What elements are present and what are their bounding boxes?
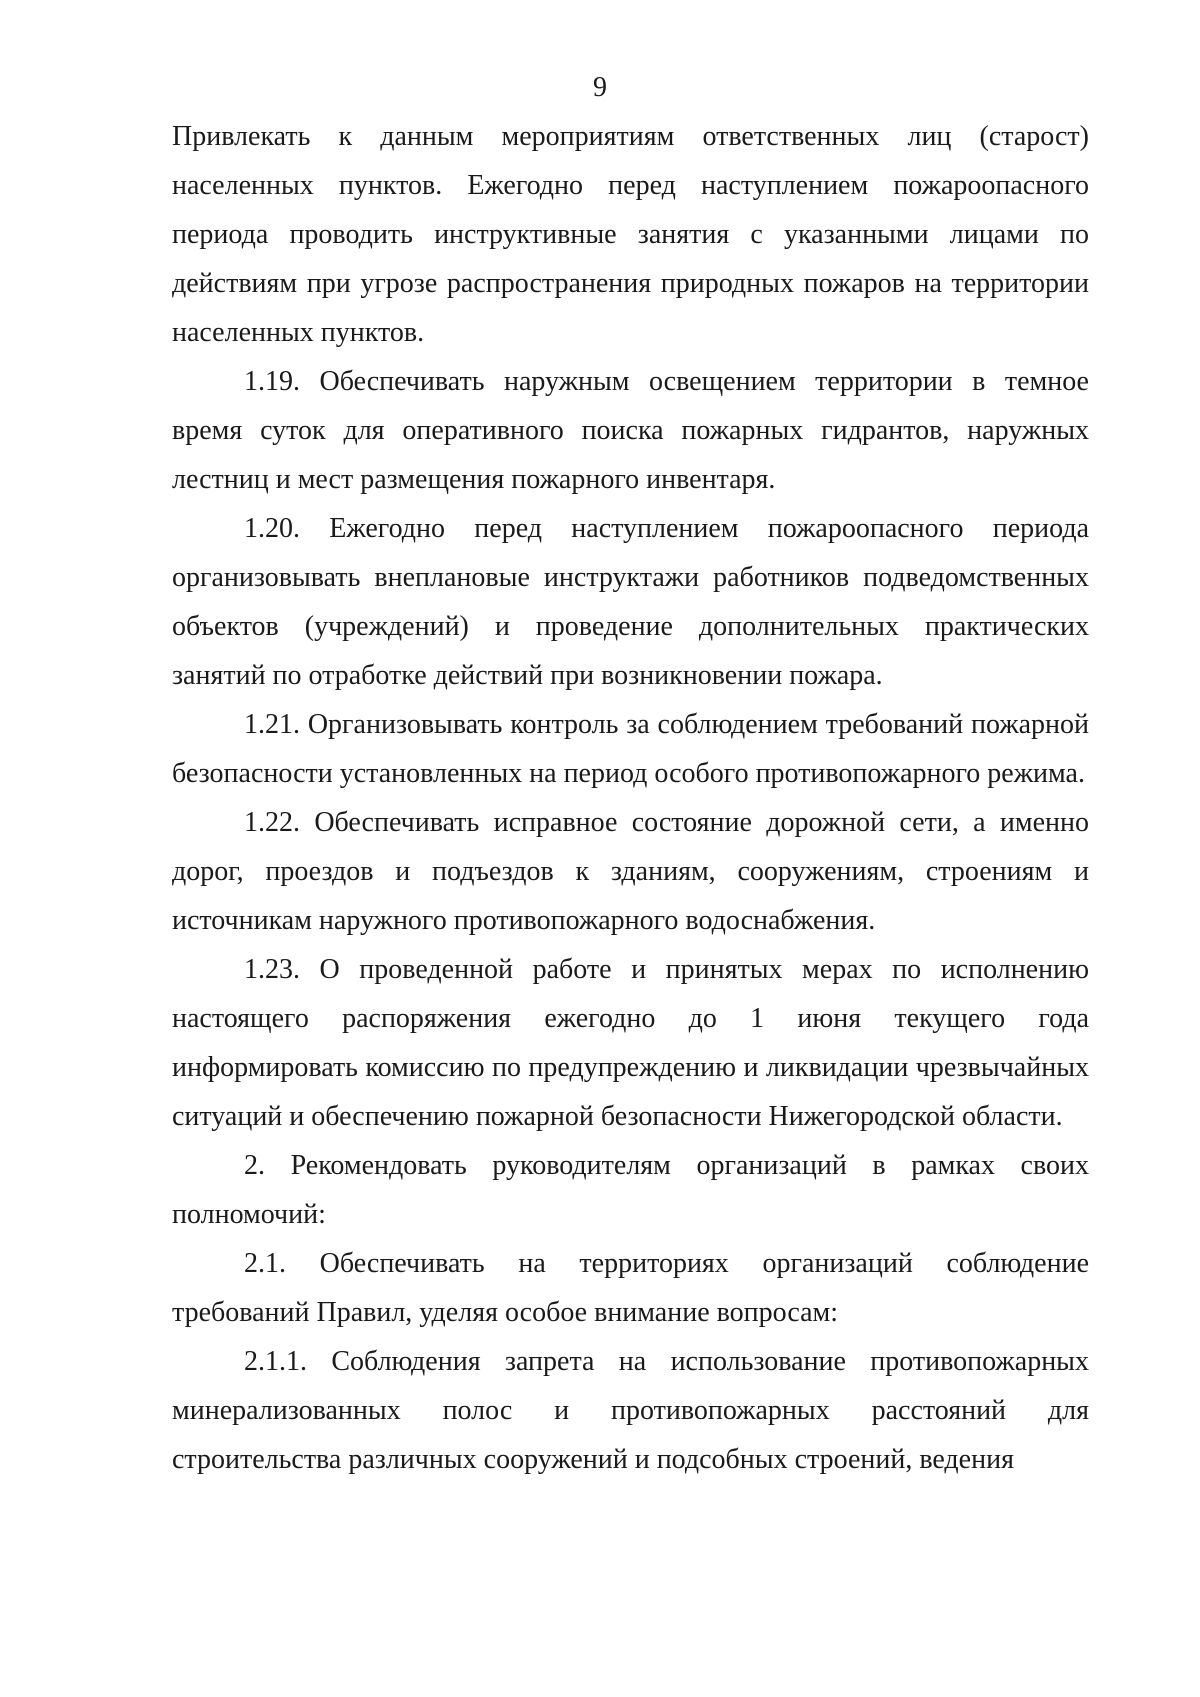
paragraph-1-20: 1.20. Ежегодно перед наступлением пожароопасного периода организовывать внеплановые инструктажи работников подведомственных объектов (учреждений) и проведение дополнительных практических занятий по отработке действий при возникновении пожара. bbox=[172, 513, 1089, 691]
paragraph-1-22: 1.22. Обеспечивать исправное состояние дорожной сети, а именно дорог, проездов и подъездов к зданиям, сооружениям, строениям и источникам наружного противопожарного водоснабжения. bbox=[172, 807, 1089, 936]
page-number: 9 bbox=[593, 72, 607, 103]
paragraph-2: 2. Рекомендовать руководителям организаций в рамках своих полномочий: bbox=[172, 1150, 1089, 1230]
paragraph-2-1: 2.1. Обеспечивать на территориях организаций соблюдение требований Правил, уделяя особое внимание вопросам: bbox=[172, 1248, 1089, 1328]
paragraph-1-19: 1.19. Обеспечивать наружным освещением территории в темное время суток для оперативного поиска пожарных гидрантов, наружных лестниц и мест размещения пожарного инвентаря. bbox=[172, 366, 1089, 495]
paragraph-1-23: 1.23. О проведенной работе и принятых мерах по исполнению настоящего распоряжения ежегодно до 1 июня текущего года информировать комиссию по предупреждению и ликвидации чрезвычайных ситуаций и обеспечению пожарной безопасности Нижегородской области. bbox=[172, 954, 1089, 1132]
document-body bbox=[172, 112, 1089, 1484]
paragraph-1-21: 1.21. Организовывать контроль за соблюдением требований пожарной безопасности установленных на период особого противопожарного режима. bbox=[172, 709, 1089, 789]
paragraph-2-1-1: 2.1.1. Соблюдения запрета на использование противопожарных минерализованных полос и противопожарных расстояний для строительства различных сооружений и подсобных строений, ведения bbox=[172, 1346, 1089, 1475]
paragraph-intro: Привлекать к данным мероприятиям ответственных лиц (старост) населенных пунктов. Ежегодно перед наступлением пожароопасного периода проводить инструктивные занятия с указанными лицами по действиям при угрозе распространения природных пожаров на территории населенных пунктов. bbox=[172, 121, 1089, 348]
